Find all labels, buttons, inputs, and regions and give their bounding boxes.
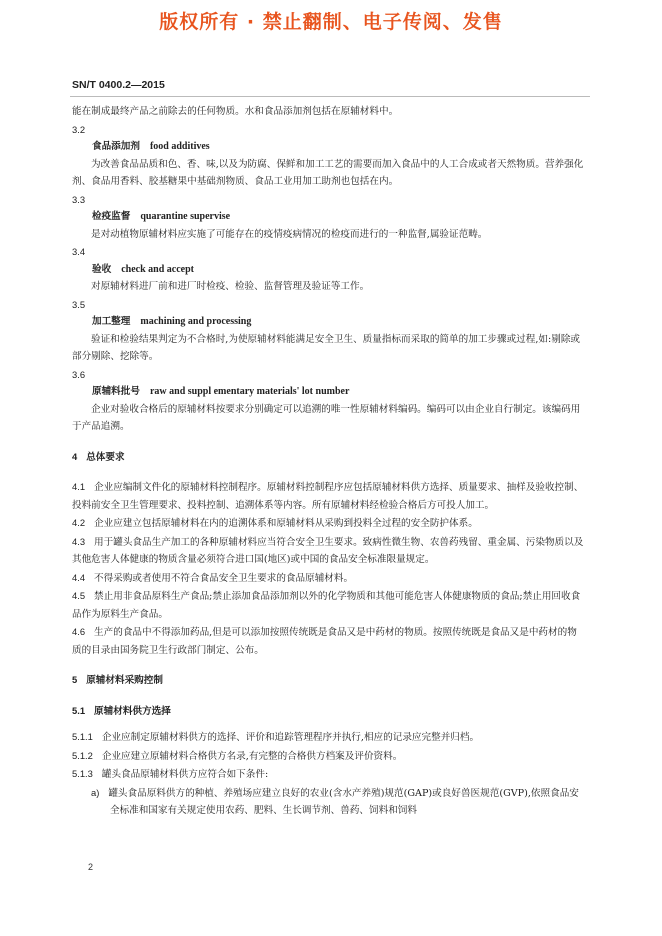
clause-number: 4.2 <box>72 517 86 528</box>
term-zh: 加工整理 <box>92 316 131 327</box>
term-heading <box>72 383 586 401</box>
term-3-4 <box>72 243 586 296</box>
clause-number: 5.1.3 <box>72 768 93 779</box>
section-number: 5 <box>72 674 78 685</box>
term-number: 3.3 <box>72 193 86 205</box>
term-zh: 检疫监督 <box>92 211 131 222</box>
term-number: 3.4 <box>72 246 86 257</box>
clause-5-1-1 <box>72 728 586 747</box>
clause-text: 用于罐头食品生产加工的各种原辅材料应当符合安全卫生要求。致病性微生物、农兽药残留、重金属、污染物质以及其他危害人体健康的物质含量必须符合进口国(地区)或中国的食品安全标准限量规定。 <box>72 536 584 565</box>
clause-4-3 <box>72 533 586 569</box>
clause-number: 4.1 <box>72 481 86 492</box>
section-number: 5.1 <box>72 704 86 716</box>
term-3-6 <box>72 366 586 436</box>
term-heading <box>72 313 586 331</box>
term-3-2 <box>72 121 586 191</box>
term-en: raw and suppl ementary materials' lot number <box>149 386 350 397</box>
term-3-3 <box>72 191 586 244</box>
section-5-1-heading <box>72 702 586 721</box>
term-definition: 企业对验收合格后的原辅材料按要求分别确定可以追溯的唯一性原辅材料编码。编码可以由企业自行制定。该编码用于产品追溯。 <box>72 403 581 432</box>
clause-text: 企业应建立包括原辅材料在内的追溯体系和原辅材料从采购到投料全过程的安全防护体系。 <box>94 518 478 529</box>
list-item-a <box>72 784 586 820</box>
clause-text: 企业应编制文件化的原辅材料控制程序。原辅材料控制程序应包括原辅材料供方选择、质量要求、抽样及验收控制、投料前安全卫生管理要求、投料控制、追溯体系等内容。所有原辅材料经检验合格后方可投人加工。 <box>72 482 584 511</box>
clause-4-1 <box>72 478 586 514</box>
clause-5-1-3 <box>72 765 586 784</box>
standard-number: SN/T 0400.2—2015 <box>72 79 165 91</box>
clause-number: 5.1.2 <box>72 749 93 761</box>
term-en: quarantine supervise <box>140 211 231 222</box>
section-number: 4 <box>72 450 78 462</box>
term-definition: 是对动植物原辅材料应实施了可能存在的疫情疫病情况的检疫而进行的一种监督,属验证范畴。 <box>91 228 488 240</box>
clause-number: 4.4 <box>72 571 86 583</box>
term-definition: 为改善食品品质和色、香、味,以及为防腐、保鲜和加工工艺的需要而加入食品中的人工合成或者天然物质。营养强化剂、食品用香料、胶基糖果中基础剂物质、食品工业用加工助剂也包括在内。 <box>72 158 584 187</box>
term-en: machining and processing <box>140 316 252 327</box>
clause-4-2 <box>72 514 586 533</box>
section-title: 原辅材料采购控制 <box>86 675 163 686</box>
intro-continuation: 能在制成最终产品之前除去的任何物质。水和食品添加剂包括在原辅材料中。 <box>72 106 399 117</box>
term-heading <box>72 261 586 279</box>
list-text: 罐头食品原料供方的种植、养殖场应建立良好的农业(含水产养殖)规范(GAP)或良好兽医规范(GVP),依照食品安全标准和国家有关规定使用农药、肥料、生长调节剂、兽药、饲料和饲料 <box>108 787 579 816</box>
clause-text: 企业应建立原辅材料合格供方名录,有完整的合格供方档案及评价资料。 <box>101 750 403 762</box>
clause-text: 生产的食品中不得添加药品,但是可以添加按照传统既是食品又是中药材的物质。按照传统既是食品又是中药材的物质的目录由国务院卫生行政部门制定、公布。 <box>72 627 577 656</box>
term-zh: 食品添加剂 <box>92 141 140 152</box>
clause-text: 罐头食品原辅材料供方应符合如下条件: <box>101 769 269 780</box>
term-number: 3.6 <box>72 368 86 380</box>
term-definition: 验证和检验结果判定为不合格时,为使原辅材料能满足安全卫生、质量指标而采取的简单的加工步骤或过程,如:剔除或部分剔除、挖除等。 <box>72 333 581 362</box>
clause-number: 5.1.1 <box>72 731 93 742</box>
term-3-5 <box>72 296 586 366</box>
page-number: 2 <box>88 862 94 872</box>
section-title: 总体要求 <box>86 451 125 463</box>
clause-text: 不得采购或者使用不符合食品安全卫生要求的食品原辅材料。 <box>94 572 354 584</box>
term-heading <box>72 208 586 226</box>
clause-text: 禁止用非食品原料生产食品;禁止添加食品添加剂以外的化学物质和其他可能危害人体健康物质的食品;禁止用回收食品作为原料生产食品。 <box>72 591 581 620</box>
term-en: check and accept <box>121 263 194 275</box>
clause-number: 4.5 <box>72 590 86 601</box>
clause-4-4 <box>72 569 586 588</box>
header-divider <box>70 96 590 97</box>
term-number: 3.2 <box>72 123 86 135</box>
term-zh: 验收 <box>92 263 112 275</box>
list-label: a) <box>91 786 100 798</box>
clause-4-6 <box>72 623 586 659</box>
term-definition: 对原辅材料进厂前和进厂时检疫、检验、监督管理及验证等工作。 <box>91 281 370 292</box>
section-title: 原辅材料供方选择 <box>94 705 171 717</box>
term-en: food additives <box>149 141 210 152</box>
document-body <box>72 103 586 820</box>
watermark-banner: 版权所有 · 禁止翻制、电子传阅、发售 <box>159 11 503 33</box>
clause-5-1-2 <box>72 747 586 766</box>
term-zh: 原辅料批号 <box>92 386 140 397</box>
term-heading <box>72 138 586 156</box>
section-4-heading <box>72 448 586 467</box>
clause-number: 4.3 <box>72 535 86 547</box>
clause-number: 4.6 <box>72 626 86 637</box>
section-5-heading <box>72 671 586 690</box>
clause-4-5 <box>72 587 586 623</box>
term-number: 3.5 <box>72 298 86 310</box>
clause-text: 企业应制定原辅材料供方的选择、评价和追踪管理程序并执行,相应的记录应完整并归档。 <box>101 732 480 743</box>
